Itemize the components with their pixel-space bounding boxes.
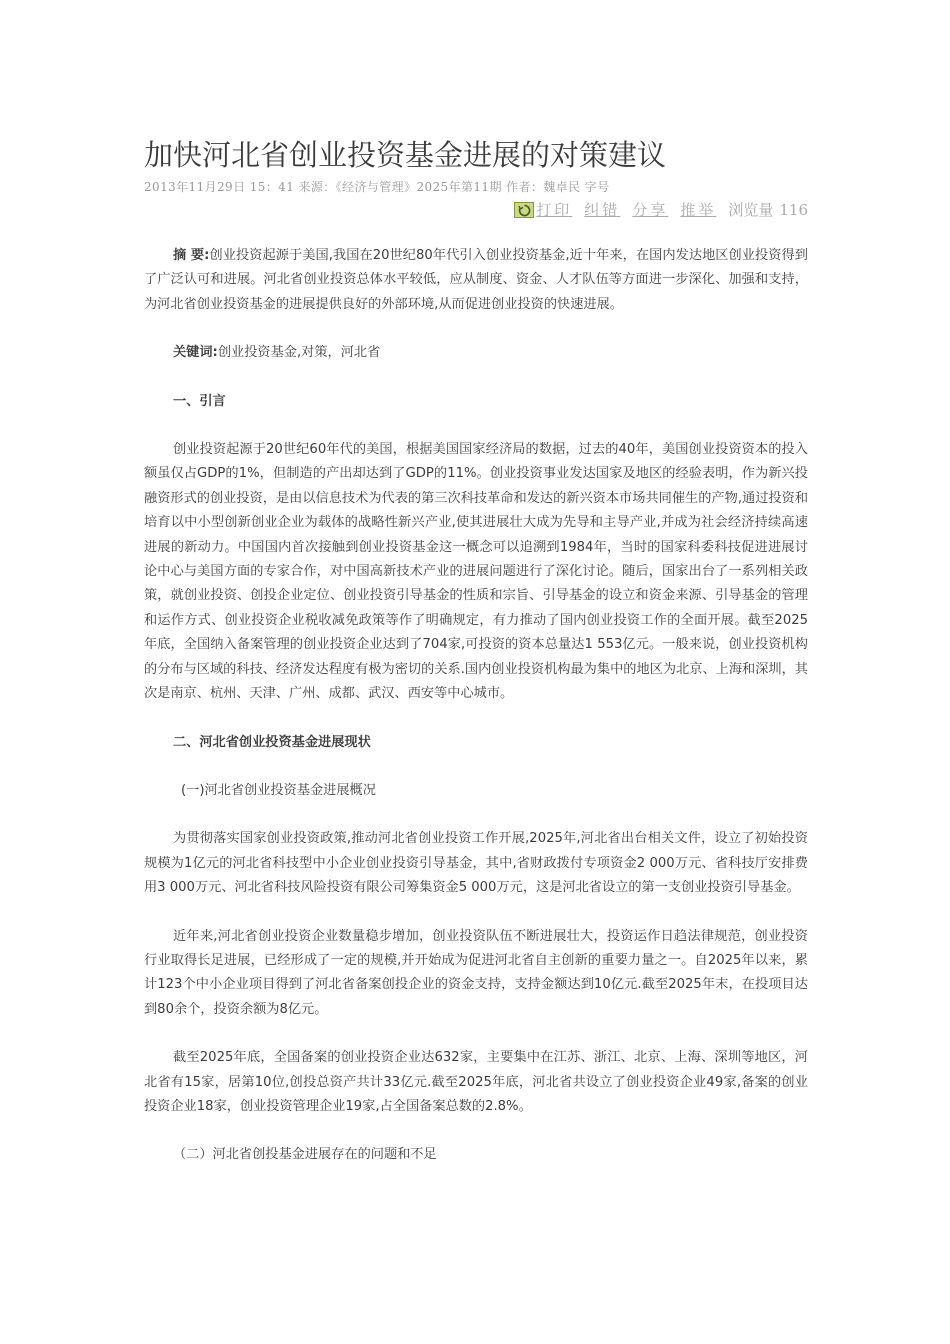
section-2-paragraph-2: 近年来,河北省创业投资企业数量稳步增加，创业投资队伍不断进展壮大，投资运作日趋法律规范，创业投资行业取得长足进展，已经形成了一定的规模,并开始成为促进河北省自主创新的重要力量之一。自2025年以来，累计123个中小企业项目得到了河北省备案创投企业的资金支持，支持金额达到10亿元.截至2025年末，在投项目达到80余个，投资余额为8亿元。 bbox=[144, 928, 808, 1017]
views-count: 116 bbox=[779, 200, 808, 219]
abstract-text: 创业投资起源于美国,我国在20世纪80年代引入创业投资基金,近十年来，在国内发达地区创业投资得到了广泛认可和进展。河北省创业投资总体水平较低，应从制度、资金、人才队伍等方面进一步深化、加强和支持，为河北省创业投资基金的进展提供良好的外部环境,从而促进创业投资的快速进展。 bbox=[144, 248, 808, 312]
keywords-text: 创业投资基金,对策，河北省 bbox=[217, 345, 381, 361]
abstract-label: 摘 要: bbox=[173, 248, 210, 263]
correct-link[interactable]: 纠错 bbox=[584, 201, 621, 219]
article-toolbar bbox=[514, 199, 808, 220]
abstract bbox=[144, 244, 808, 317]
section-2-paragraph-3: 截至2025年底，全国备案的创业投资企业达632家，主要集中在江苏、浙江、北京、上海、深圳等地区，河北省有15家，居第10位,创投总资产共计33亿元.截至2025年底，河北省共设立了创业投资企业49家,备案的创业投资企业18家，创业投资管理企业19家,占全国备案总数的2.8%。 bbox=[144, 1050, 808, 1114]
article-body bbox=[144, 244, 808, 1168]
section-2-title: 二、河北省创业投资基金进展现状 bbox=[173, 734, 371, 750]
section-2-subtitle-1: (一)河北省创业投资基金进展概况 bbox=[181, 782, 376, 798]
section-1-paragraph: 创业投资起源于20世纪60年代的美国，根据美国国家经济局的数据，过去的40年，美国创业投资资本的投入额虽仅占GDP的1%，但制造的产出却达到了GDP的11%。创业投资事业发达国家及地区的经验表明，作为新兴投融资形式的创业投资，是由以信息技术为代表的第三次科技革命和发达的新兴资本市场共同催生的产物,通过投资和培育以中小型创新创业企业为载体的战略性新兴产业,使其进展壮大成为先导和主导产业,并成为社会经济持续高速进展的新动力。中国国内首次接触到创业投资基金这一概念可以追溯到1984年，当时的国家科委科技促进进展讨论中心与美国方面的专家合作，对中国高新技术产业的进展问题进行了深化讨论。随后，国家出台了一系列相关政策，就创业投资、创投企业定位、创业投资引导基金的性质和宗旨、引导基金的设立和资金来源、引导基金的管理和运作方式、创业投资企业税收减免政策等作了明确规定，有力推动了国内创业投资工作的全面开展。截至2025年底，全国纳入备案管理的创业投资企业达到了704家,可投资的资本总量达1 553亿元。一般来说，创业投资机构的分布与区域的科技、经济发达程度有极为密切的关系.国内创业投资机构最为集中的地区为北京、上海和深圳，其次是南京、杭州、天津、广州、成都、武汉、西安等中心城市。 bbox=[144, 442, 808, 702]
print-icon[interactable] bbox=[514, 202, 534, 218]
recommend-link[interactable]: 推举 bbox=[680, 201, 717, 219]
keywords bbox=[144, 341, 808, 365]
section-2-paragraph-1: 为贯彻落实国家创业投资政策,推动河北省创业投资工作开展,2025年,河北省出台相关文件，设立了初始投资规模为1亿元的河北省科技型中小企业创业投资引导基金，其中,省财政拨付专项资金2 000万元、省科技厅安排费用3 000万元、河北省科技风险投资有限公司筹集资金5 000万元，这是河北省设立的第一支创业投资引导基金。 bbox=[144, 831, 808, 896]
section-2-subtitle-2: （二）河北省创投基金进展存在的问题和不足 bbox=[173, 1147, 437, 1163]
share-link[interactable]: 分享 bbox=[632, 201, 669, 219]
article-meta: 2013年11月29日 15：41 来源：《经济与管理》2025年第11期 作者：魏卓民 字号 bbox=[144, 180, 610, 194]
keywords-label: 关键词: bbox=[173, 345, 218, 361]
article-title: 加快河北省创业投资基金进展的对策建议 bbox=[144, 138, 667, 172]
print-link[interactable]: 打印 bbox=[536, 201, 573, 219]
views-label: 浏览量 bbox=[728, 201, 774, 219]
section-1-title: 一、引言 bbox=[173, 393, 226, 409]
